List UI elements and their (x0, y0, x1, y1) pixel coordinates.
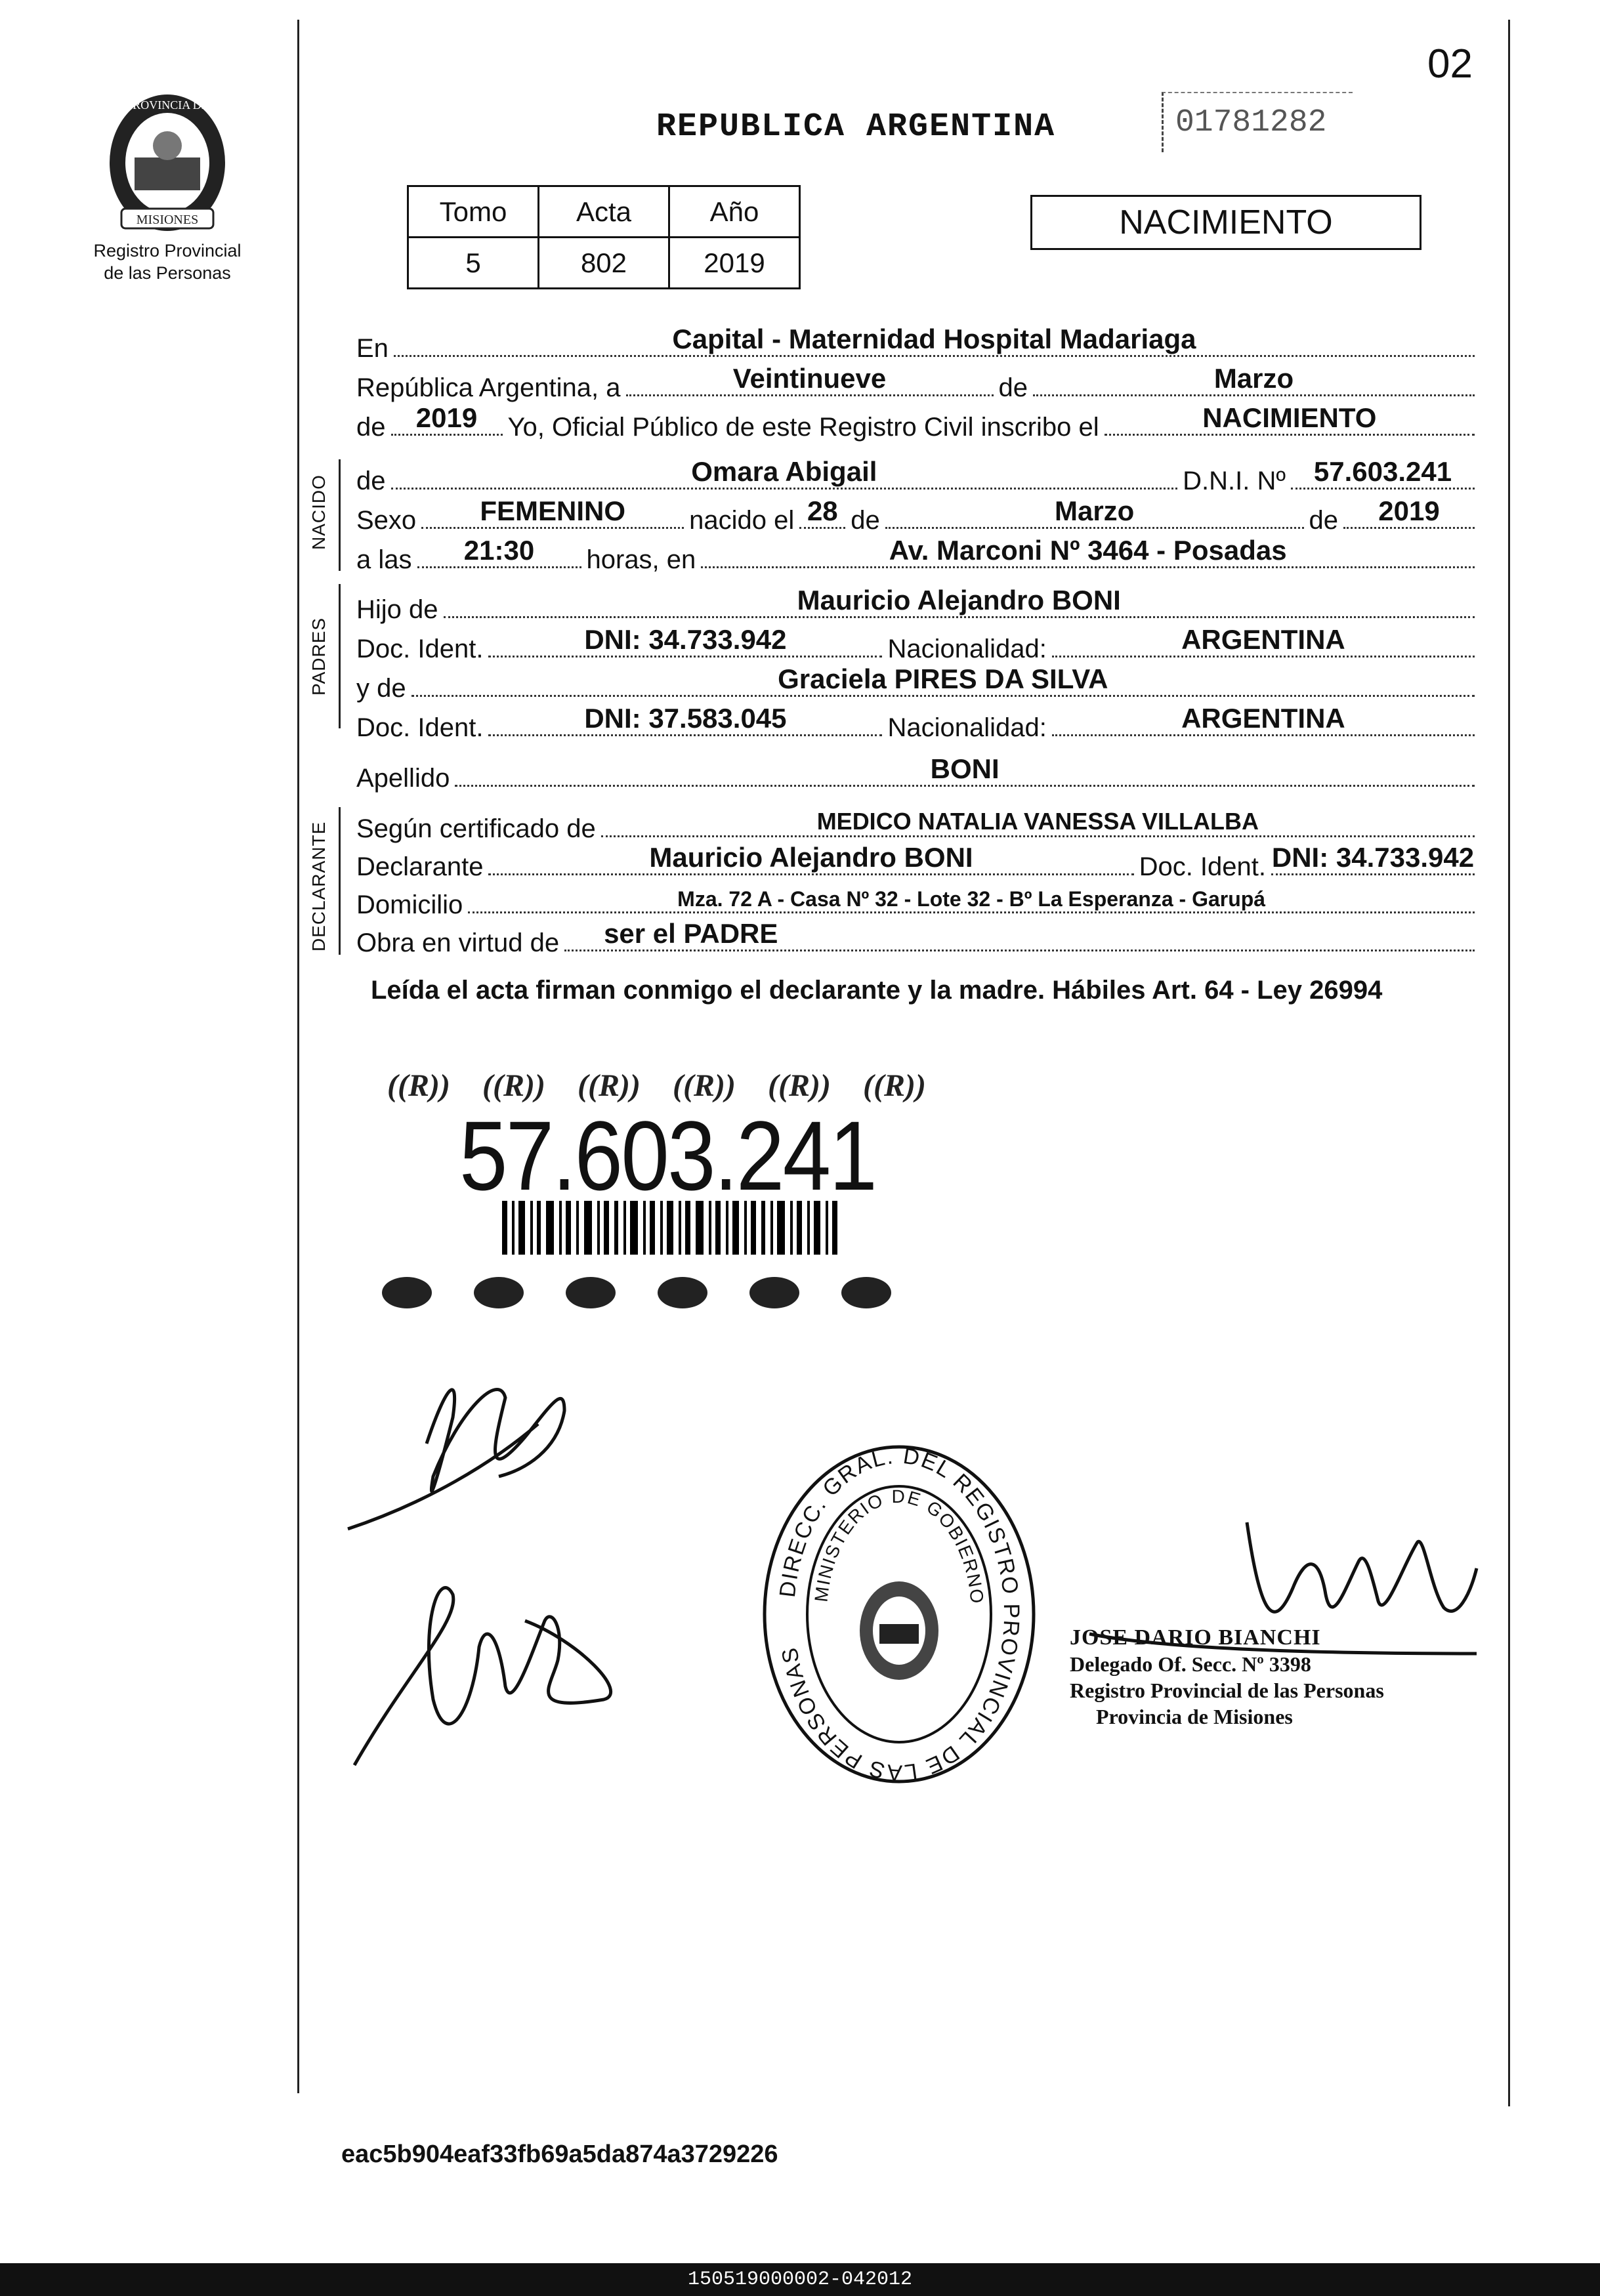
registrar-block (1070, 1625, 1490, 1730)
birth-year: 2019 (1378, 495, 1440, 526)
svg-text:((R)): ((R)) (578, 1068, 641, 1103)
day-words: Veintinueve (732, 363, 887, 394)
row-year (356, 402, 1480, 442)
provincial-seal-icon (95, 85, 240, 236)
domicilio-label: Domicilio (356, 890, 463, 919)
declarant-reason: ser el PADRE (604, 918, 778, 949)
declarant-address: Mza. 72 A - Casa Nº 32 - Lote 32 - Bº La Esperanza - Garupá (677, 887, 1266, 911)
row-nacido-name (356, 456, 1480, 496)
nacionalidad-label: Nacionalidad: (887, 713, 1047, 742)
header-acta: Acta (539, 186, 669, 238)
sexo-label: Sexo (356, 506, 417, 535)
svg-text:MISIONES: MISIONES (136, 213, 199, 227)
y-de-label: y de (356, 674, 406, 703)
document-hash: eac5b904eaf33fb69a5da874a3729226 (341, 2140, 778, 2168)
birth-address: Av. Marconi Nº 3464 - Posadas (889, 535, 1287, 566)
hijo-label: Hijo de (356, 595, 438, 624)
birth-place-institution: Capital - Maternidad Hospital Madariaga (672, 324, 1196, 354)
row-mother (356, 663, 1480, 703)
doc-label: Doc. Ident. (356, 713, 484, 742)
row-obra (356, 918, 1480, 958)
declarante-label: Declarante (356, 852, 484, 881)
row-en (356, 324, 1480, 364)
doc-label: Doc. Ident. (356, 635, 484, 663)
doc-label: Doc. Ident. (1139, 852, 1266, 881)
republica-label: República Argentina, a (356, 373, 621, 402)
nacionalidad-label: Nacionalidad: (887, 635, 1047, 663)
right-margin-rule (1508, 20, 1510, 2106)
svg-text:((R)): ((R)) (863, 1068, 926, 1103)
child-name: Omara Abigail (691, 456, 877, 487)
row-domicilio (356, 888, 1480, 920)
de-label: de (356, 467, 386, 495)
svg-text:PROVINCIA DE: PROVINCIA DE (126, 98, 209, 112)
obra-label: Obra en virtud de (356, 929, 560, 957)
father-nationality: ARGENTINA (1181, 624, 1345, 655)
birth-day: 28 (807, 495, 838, 526)
svg-text:((R)): ((R)) (673, 1068, 736, 1103)
record-table (407, 185, 801, 289)
country-title: REPUBLICA ARGENTINA (656, 108, 1056, 146)
official-text: Yo, Oficial Público de este Registro Civil inscribo el (507, 413, 1099, 442)
left-margin-rule (297, 20, 299, 2093)
registrar-org: Registro Provincial de las Personas (1070, 1679, 1384, 1702)
horas-label: horas, en (586, 545, 696, 574)
section-rule-declarante (339, 807, 341, 955)
act-type-box: NACIMIENTO (1030, 195, 1421, 250)
declarant-signature-icon (328, 1345, 656, 1791)
row-apellido (356, 753, 1480, 793)
sticker-d-pattern-bottom (382, 1277, 891, 1308)
svg-text:((R)): ((R)) (482, 1068, 545, 1103)
dni-label: D.N.I. Nº (1183, 467, 1286, 495)
nacido-label: nacido el (689, 506, 795, 535)
birth-month: Marzo (1054, 495, 1135, 526)
a-las-label: a las (356, 545, 412, 574)
registry-name-line2: de las Personas (104, 263, 231, 283)
svg-text:((R)): ((R)) (768, 1068, 831, 1103)
row-mother-doc (356, 703, 1480, 743)
act-name: NACIMIENTO (1202, 402, 1377, 433)
registrar-province: Provincia de Misiones (1096, 1705, 1293, 1728)
padres-section-label: PADRES (308, 617, 329, 696)
child-dni: 57.603.241 (1313, 456, 1452, 487)
birth-time: 21:30 (463, 535, 535, 566)
svg-text:((R)): ((R)) (387, 1068, 450, 1103)
registry-logo (79, 85, 256, 284)
surname: BONI (930, 753, 1000, 784)
section-rule-padres (339, 584, 341, 728)
declarant-name: Mauricio Alejandro BONI (649, 842, 973, 873)
declarant-doc: DNI: 34.733.942 (1271, 842, 1475, 873)
registrar-role: Delegado Of. Secc. Nº 3398 (1070, 1652, 1311, 1676)
svg-text:MINISTERIO DE GOBIERNO: MINISTERIO DE GOBIERNO (811, 1486, 988, 1606)
sticker-r-pattern-top (374, 1066, 952, 1103)
serial-number: 01781282 (1162, 92, 1353, 152)
certificado-label: Según certificado de (356, 814, 596, 843)
de-label: de (851, 506, 880, 535)
de-label: de (1309, 506, 1338, 535)
sticker-dni-number: 57.603.241 (459, 1100, 876, 1211)
row-father (356, 585, 1480, 625)
de-label: de (998, 373, 1028, 402)
value-tomo: 5 (408, 238, 539, 289)
mother-nationality: ARGENTINA (1181, 703, 1345, 734)
nacido-section-label: NACIDO (308, 474, 329, 550)
declarante-section-label: DECLARANTE (308, 821, 329, 951)
svg-text:DIRECC. GRAL. DEL REGISTRO PRO: DIRECC. GRAL. DEL REGISTRO PROVINCIAL DE LAS PERSONAS (774, 1443, 1024, 1785)
header-anio: Año (669, 186, 800, 238)
row-republica (356, 363, 1480, 403)
registry-name-line1: Registro Provincial (93, 241, 242, 261)
header-tomo: Tomo (408, 186, 539, 238)
row-father-doc (356, 624, 1480, 664)
page-number: 02 (1427, 41, 1473, 87)
row-certificate (356, 808, 1480, 844)
row-nacido-time (356, 535, 1480, 575)
year: 2019 (415, 402, 478, 433)
row-nacido-sex (356, 495, 1480, 535)
month: Marzo (1213, 363, 1294, 394)
value-acta: 802 (539, 238, 669, 289)
mother-doc: DNI: 37.583.045 (584, 703, 787, 734)
closing-statement: Leída el acta firman conmigo el declarante y la madre. Hábiles Art. 64 - Ley 26994 (371, 976, 1383, 1005)
child-sex: FEMENINO (480, 495, 625, 526)
value-anio: 2019 (669, 238, 800, 289)
father-name: Mauricio Alejandro BONI (797, 585, 1121, 616)
father-doc: DNI: 34.733.942 (584, 624, 787, 655)
en-label: En (356, 334, 389, 363)
mother-name: Graciela PIRES DA SILVA (778, 663, 1108, 694)
registrar-name: JOSE DARIO BIANCHI (1070, 1625, 1321, 1650)
section-rule-nacido (339, 459, 341, 571)
footer-code: 150519000002-042012 (0, 2263, 1600, 2296)
official-stamp-icon (755, 1437, 1043, 1791)
certifying-doctor: MEDICO NATALIA VANESSA VILLALBA (816, 808, 1259, 835)
row-declarant (356, 842, 1480, 882)
apellido-label: Apellido (356, 764, 450, 793)
year-prefix: de (356, 413, 386, 442)
